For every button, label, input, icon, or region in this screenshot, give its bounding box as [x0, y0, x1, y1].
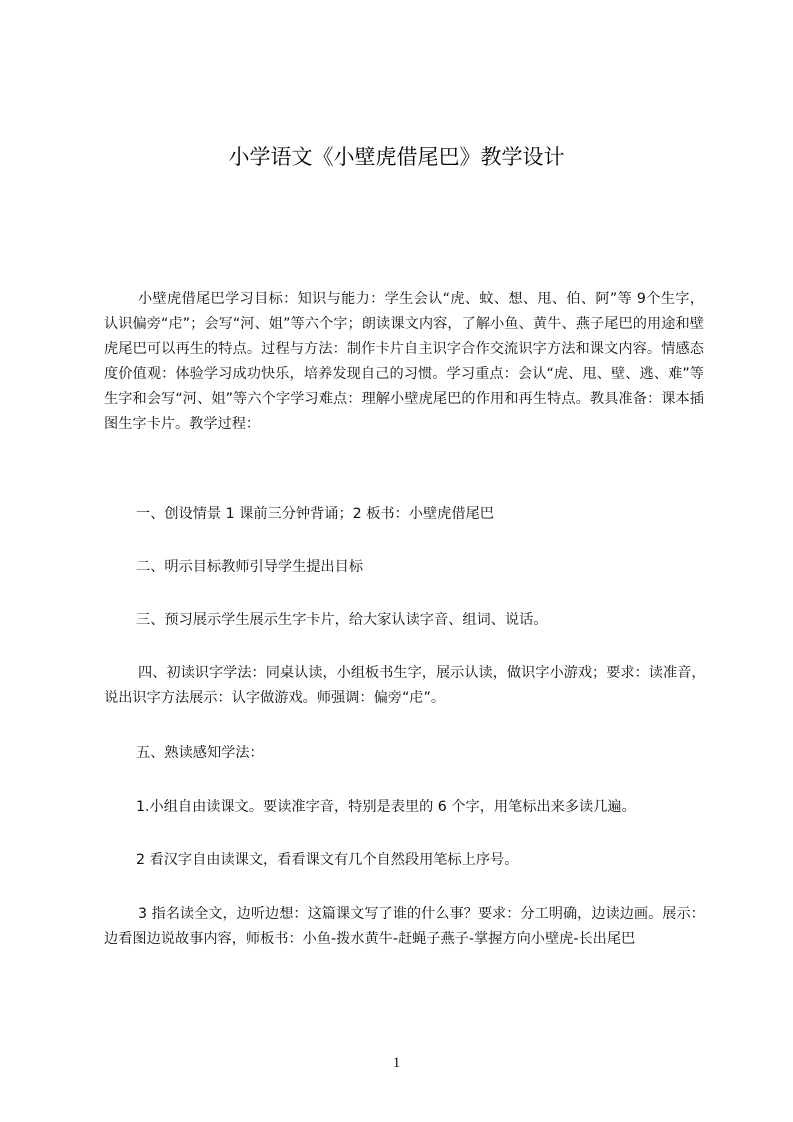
page-number: 1 — [392, 1055, 401, 1071]
step-1-paragraph: 1.小组自由读课文。要读准字音，特别是表里的 6 个字，用笔标出来多读几遍。 — [136, 799, 636, 815]
section-5-paragraph: 五、熟读感知学法： — [136, 745, 264, 761]
step-3-paragraph: 3 指名读全文，边听边想：这篇课文写了谁的什么事？要求：分工明确，边读边画。展示：边看图边说故事内容，师板书：小鱼-拨水黄牛-赶蝇子燕子-掌握方向小壁虎-长出尾巴 — [104, 906, 705, 947]
section-4-paragraph: 四、初读识字学法：同桌认读，小组板书生字，展示认读，做识字小游戏；要求：读准音，说出识字方法展示：认字做游戏。师强调：偏旁“虍”。 — [104, 665, 706, 706]
document-title: 小学语文《小壁虎借尾巴》教学设计 — [228, 145, 565, 169]
section-2-paragraph: 二、明示目标教师引导学生提出目标 — [136, 559, 364, 575]
section-3-paragraph: 三、预习展示学生展示生字卡片，给大家认读字音、组词、说话。 — [136, 612, 548, 628]
step-2-paragraph: 2 看汉字自由读课文，看看课文有几个自然段用笔标上序号。 — [136, 852, 519, 868]
section-1-paragraph: 一、创设情景 1 课前三分钟背诵；2 板书：小壁虎借尾巴 — [136, 506, 494, 522]
intro-paragraph: 小壁虎借尾巴学习目标：知识与能力：学生会认“虎、蚊、想、甩、伯、阿”等 9个生字，认识偏旁“虍”；会写“河、姐”等六个字；朗读课文内容，了解小鱼、黄牛、燕子尾巴的用途和壁虎尾巴可以再生的特点。过程与方法：制作卡片自主识字合作交流识字方法和课文内容。情感态度价值观：体验学习成功快乐，培养发现自己的习惯。学习重点：会认“虎、甩、壁、逃、难”等生字和会写“河、姐”等六个字学习难点：理解小壁虎尾巴的作用和再生特点。教具准备：课本插图生字卡片。教学过程： — [104, 291, 704, 432]
